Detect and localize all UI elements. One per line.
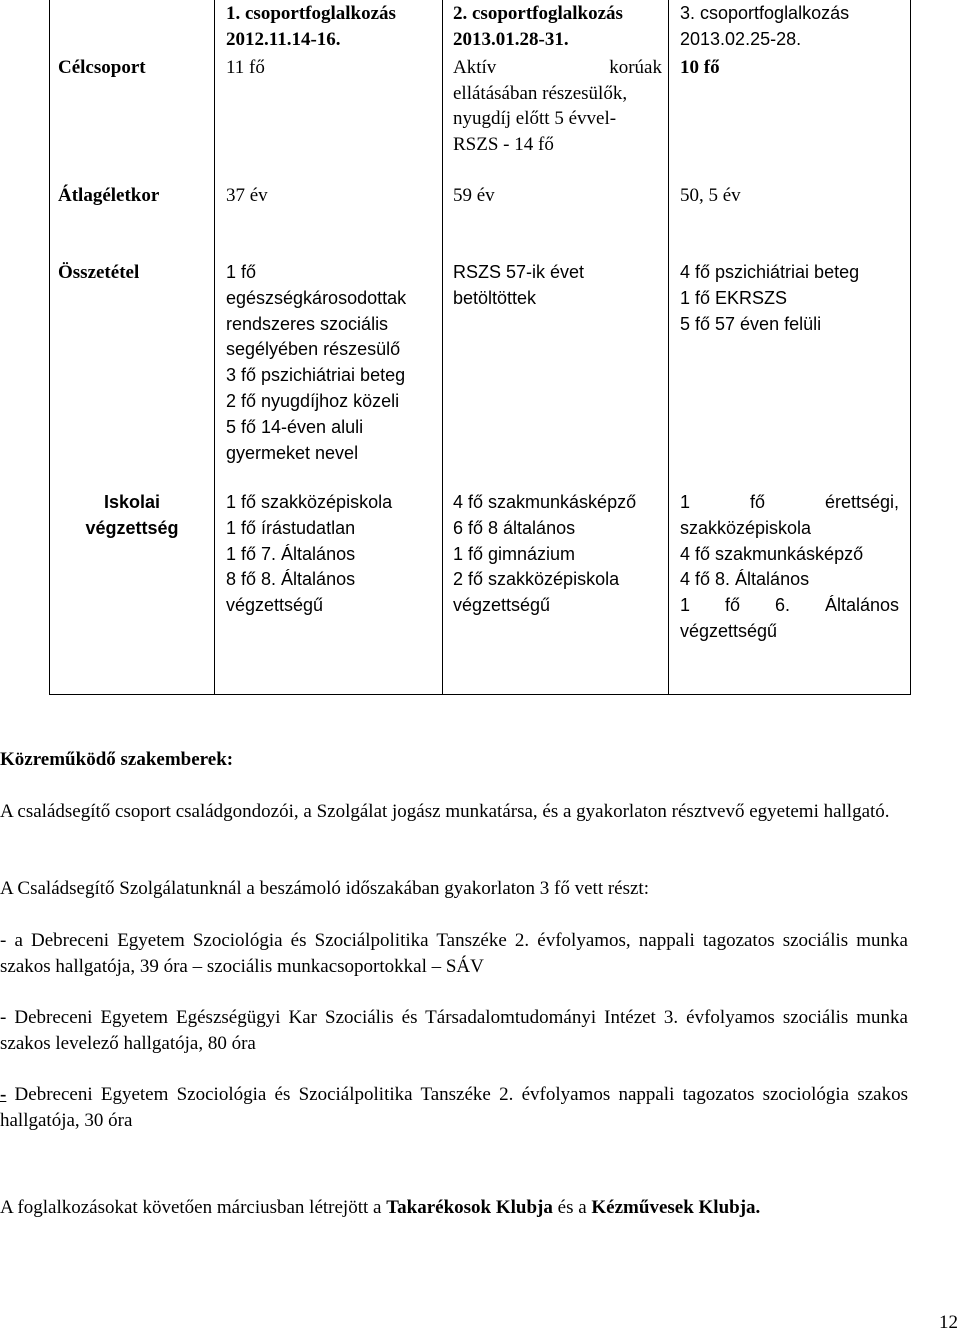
paragraph-intern-2: - Debreceni Egyetem Egészségügyi Kar Szociális és Társadalomtudományi Intézet 3. évfolyamos szociális munka szakos levelező hallgatója, 80 óra <box>0 1007 908 1054</box>
paragraph-intern-3 <box>0 1082 908 1133</box>
row-label-education: Iskolai végzettség <box>85 492 179 538</box>
club-name-crafters: Kézművesek Klubja. <box>591 1197 761 1218</box>
target-group-g2: Aktív korúak ellátásában részesülők, nyugdíj előtt 5 évvel- RSZS - 14 fő <box>453 57 662 155</box>
target-group-g1: 11 fő <box>226 57 265 78</box>
paragraph-staff: A családsegítő csoport családgondozói, a Szolgálat jogász munkatársa, és a gyakorlaton résztvevő egyetemi hallgató. <box>0 801 890 822</box>
education-g1: 1 fő szakközépiskola 1 fő írástudatlan 1 fő 7. Általános 8 fő 8. Általános végzettségű <box>226 492 393 616</box>
education-g3: 1 fő érettségi, szakközépiskola 4 fő szakmunkásképző 4 fő 8. Általános 1 fő 6. Általános végzettségű <box>680 492 899 641</box>
row-label-target-group: Célcsoport <box>58 57 146 78</box>
header-group2: 2. csoportfoglalkozás 2013.01.28-31. <box>453 3 623 50</box>
paragraph-intern-3-text: Debreceni Egyetem Szociológia és Szociálpolitika Tanszéke 2. évfolyamos nappali tagozatos szociológia szakos hallgatója, 30 óra <box>0 1084 908 1131</box>
header-group3: 3. csoportfoglalkozás 2013.02.25-28. <box>680 3 850 49</box>
paragraph-clubs <box>0 1195 908 1221</box>
education-g2: 4 fő szakmunkásképző 6 fő 8 általános 1 fő gimnázium 2 fő szakközépiskola végzettségű <box>453 492 637 616</box>
header-group1: 1. csoportfoglalkozás 2012.11.14-16. <box>226 3 396 50</box>
clubs-text-2: és a <box>552 1197 592 1218</box>
paragraph-interns-intro: A Családsegítő Szolgálatunknál a beszámoló időszakában gyakorlaton 3 fő vett részt: <box>0 878 649 899</box>
avg-age-g3: 50, 5 év <box>680 185 741 206</box>
table-column-divider <box>214 0 215 694</box>
clubs-text-1: A foglalkozásokat követően márciusban létrejött a <box>0 1197 387 1218</box>
paragraph-intern-1: - a Debreceni Egyetem Szociológia és Szociálpolitika Tanszéke 2. évfolyamos, nappali tagozatos szociális munka szakos hallgatója, 39 óra – szociális munkacsoportokkal – SÁV <box>0 930 908 977</box>
target-group-g3: 10 fő <box>680 57 720 78</box>
composition-g2: RSZS 57-ik évet betöltöttek <box>453 262 585 308</box>
avg-age-g2: 59 év <box>453 185 495 206</box>
table-column-divider <box>668 0 669 694</box>
club-name-savers: Takarékosok Klubja <box>386 1197 553 1218</box>
composition-g1: 1 fő egészségkárosodottak rendszeres szociális segélyében részesülő 3 fő pszichiátriai beteg 2 fő nyugdíjhoz közeli 5 fő 14-éven aluli gyermeket nevel <box>226 262 407 463</box>
list-dash: - <box>0 1084 7 1105</box>
avg-age-g1: 37 év <box>226 185 268 206</box>
groups-table <box>49 0 911 695</box>
section-heading: Közreműködő szakemberek: <box>0 749 234 770</box>
page-number: 12 <box>939 1312 958 1333</box>
row-label-avg-age: Átlagéletkor <box>58 185 160 206</box>
row-label-composition: Összetétel <box>58 262 140 283</box>
table-column-divider <box>442 0 443 694</box>
composition-g3: 4 fő pszichiátriai beteg 1 fő EKRSZS 5 fő 57 éven felüli <box>680 262 860 334</box>
